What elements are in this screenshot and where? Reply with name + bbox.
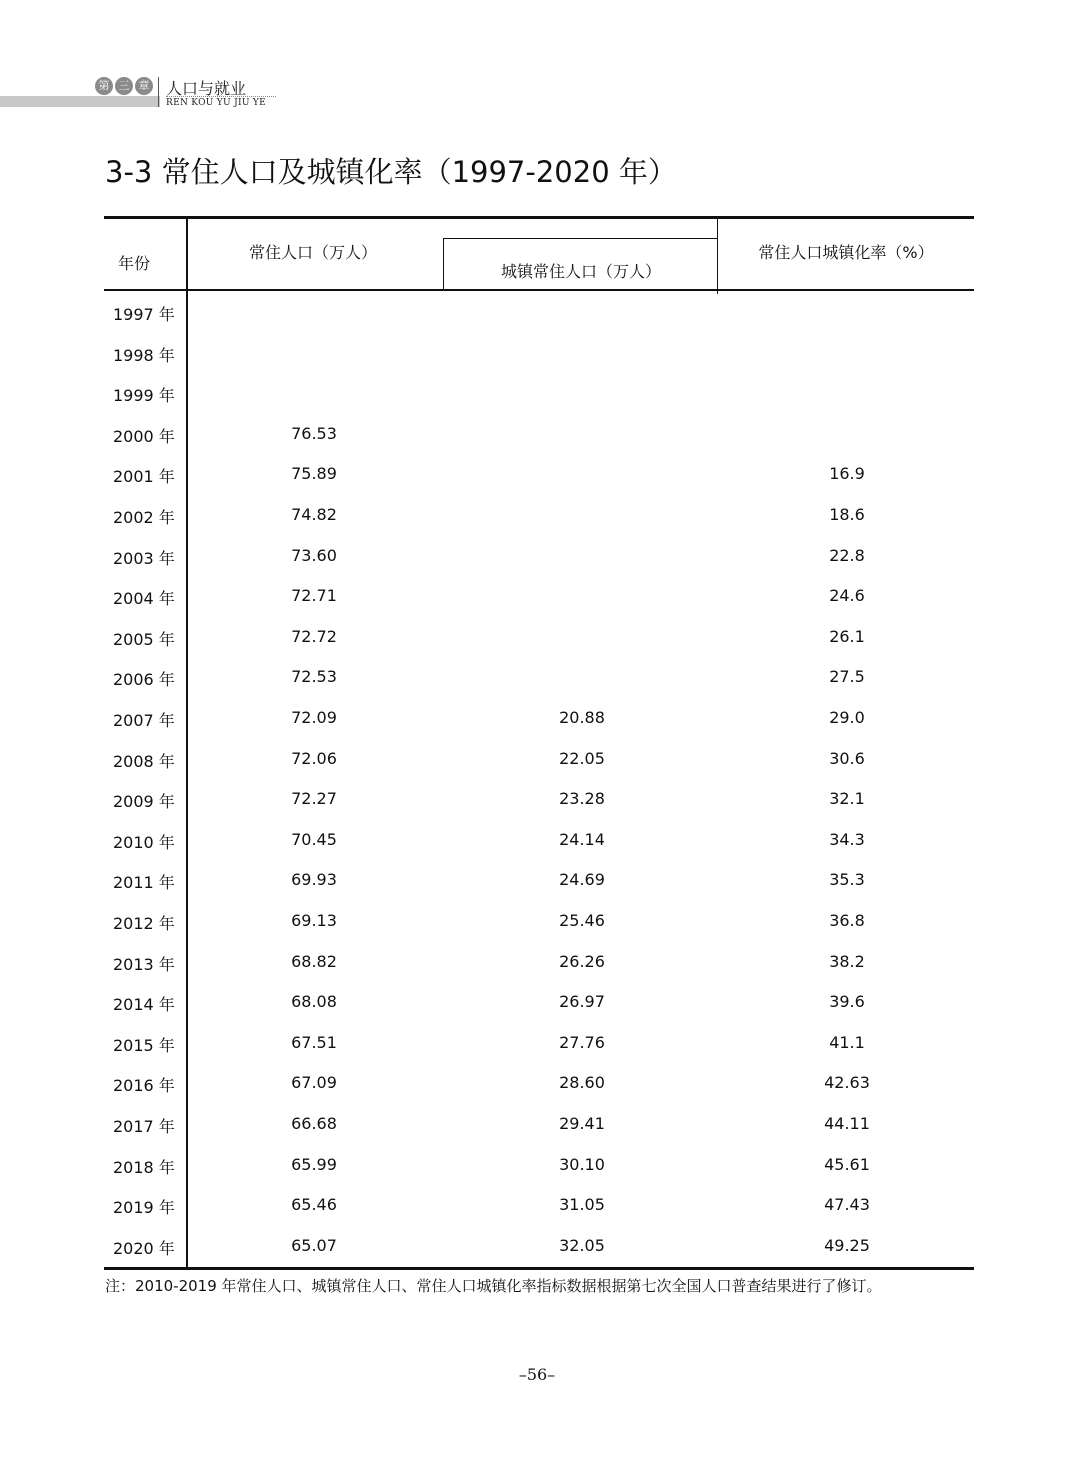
- population-cell: 68.82: [291, 952, 337, 971]
- table-bottom-rule: [104, 1267, 974, 1270]
- col-header-population: 常住人口（万人）: [248, 243, 378, 262]
- urban-population-cell: 31.05: [559, 1195, 605, 1214]
- year-cell: 2019 年: [113, 1198, 175, 1217]
- header-divider: [158, 77, 159, 107]
- year-cell: 2005 年: [113, 630, 175, 649]
- population-cell: 67.51: [291, 1033, 337, 1052]
- urban-population-cell: 28.60: [559, 1073, 605, 1092]
- population-cell: 72.71: [291, 586, 337, 605]
- header-band: [0, 96, 160, 107]
- population-cell: 72.53: [291, 667, 337, 686]
- population-cell: 75.89: [291, 464, 337, 483]
- year-cell: 2008 年: [113, 752, 175, 771]
- urbanization-rate-cell: 18.6: [829, 505, 865, 524]
- population-cell: 74.82: [291, 505, 337, 524]
- year-cell: 2012 年: [113, 914, 175, 933]
- urbanization-rate-cell: 35.3: [829, 870, 865, 889]
- urban-population-cell: 30.10: [559, 1155, 605, 1174]
- year-cell: 1998 年: [113, 346, 175, 365]
- page-number: –56–: [518, 1365, 556, 1384]
- population-cell: 66.68: [291, 1114, 337, 1133]
- urbanization-rate-cell: 30.6: [829, 749, 865, 768]
- population-cell: 72.27: [291, 789, 337, 808]
- urban-population-cell: 23.28: [559, 789, 605, 808]
- population-cell: 67.09: [291, 1073, 337, 1092]
- year-cell: 1997 年: [113, 305, 175, 324]
- subheader-left-rule: [443, 238, 444, 290]
- year-cell: 2014 年: [113, 995, 175, 1014]
- population-cell: 72.06: [291, 749, 337, 768]
- urbanization-rate-cell: 42.63: [824, 1073, 870, 1092]
- table-note: 注：2010-2019 年常住人口、城镇常住人口、常住人口城镇化率指标数据根据第七次全国人口普查结果进行了修订。: [105, 1277, 882, 1295]
- year-cell: 2015 年: [113, 1036, 175, 1055]
- chapter-char: 章: [135, 77, 153, 95]
- year-cell: 2018 年: [113, 1158, 175, 1177]
- chapter-subtitle: REN KOU YU JIU YE: [166, 98, 266, 108]
- population-cell: 72.09: [291, 708, 337, 727]
- urbanization-rate-cell: 47.43: [824, 1195, 870, 1214]
- year-cell: 2009 年: [113, 792, 175, 811]
- year-cell: 2011 年: [113, 873, 175, 892]
- urban-population-cell: 24.69: [559, 870, 605, 889]
- year-cell: 2013 年: [113, 955, 175, 974]
- urbanization-rate-cell: 22.8: [829, 546, 865, 565]
- population-cell: 68.08: [291, 992, 337, 1011]
- year-cell: 2000 年: [113, 427, 175, 446]
- year-cell: 2004 年: [113, 589, 175, 608]
- chapter-title: 人口与就业: [166, 79, 247, 98]
- year-cell: 2006 年: [113, 670, 175, 689]
- urbanization-rate-cell: 24.6: [829, 586, 865, 605]
- table-top-rule: [104, 216, 974, 219]
- chapter-badge: [95, 77, 155, 95]
- subheader-top-rule: [443, 238, 718, 239]
- year-cell: 1999 年: [113, 386, 175, 405]
- population-cell: 70.45: [291, 830, 337, 849]
- header-dotted-rule: [166, 96, 276, 97]
- col-header-urban-population: 城镇常住人口（万人）: [500, 262, 662, 281]
- population-cell: 72.72: [291, 627, 337, 646]
- urbanization-rate-cell: 36.8: [829, 911, 865, 930]
- year-cell: 2002 年: [113, 508, 175, 527]
- year-cell: 2007 年: [113, 711, 175, 730]
- urbanization-rate-cell: 44.11: [824, 1114, 870, 1133]
- urban-population-cell: 29.41: [559, 1114, 605, 1133]
- urban-population-cell: 26.97: [559, 992, 605, 1011]
- urban-population-cell: 20.88: [559, 708, 605, 727]
- chapter-char: 第: [95, 77, 113, 95]
- urbanization-rate-cell: 34.3: [829, 830, 865, 849]
- population-cell: 76.53: [291, 424, 337, 443]
- year-cell: 2020 年: [113, 1239, 175, 1258]
- chapter-char: 三: [115, 77, 133, 95]
- urban-population-cell: 27.76: [559, 1033, 605, 1052]
- table-title: 3-3 常住人口及城镇化率（1997-2020 年）: [105, 155, 677, 189]
- year-column-divider: [186, 219, 188, 1267]
- population-cell: 65.46: [291, 1195, 337, 1214]
- urbanization-rate-cell: 41.1: [829, 1033, 865, 1052]
- year-cell: 2003 年: [113, 549, 175, 568]
- urbanization-rate-cell: 32.1: [829, 789, 865, 808]
- population-cell: 69.13: [291, 911, 337, 930]
- year-cell: 2016 年: [113, 1076, 175, 1095]
- urbanization-rate-cell: 49.25: [824, 1236, 870, 1255]
- col-header-urbanization-rate: 常住人口城镇化率（%）: [758, 243, 934, 262]
- urbanization-rate-cell: 45.61: [824, 1155, 870, 1174]
- population-cell: 69.93: [291, 870, 337, 889]
- urbanization-rate-cell: 39.6: [829, 992, 865, 1011]
- urban-population-cell: 26.26: [559, 952, 605, 971]
- urban-population-cell: 32.05: [559, 1236, 605, 1255]
- population-cell: 65.99: [291, 1155, 337, 1174]
- header-bottom-rule: [104, 289, 974, 291]
- urban-population-cell: 24.14: [559, 830, 605, 849]
- urban-population-cell: 25.46: [559, 911, 605, 930]
- urban-population-cell: 22.05: [559, 749, 605, 768]
- year-cell: 2001 年: [113, 467, 175, 486]
- urbanization-rate-cell: 38.2: [829, 952, 865, 971]
- urbanization-rate-cell: 29.0: [829, 708, 865, 727]
- col-header-year: 年份: [118, 254, 151, 273]
- urbanization-rate-cell: 26.1: [829, 627, 865, 646]
- year-cell: 2017 年: [113, 1117, 175, 1136]
- subheader-right-rule: [717, 219, 718, 294]
- year-cell: 2010 年: [113, 833, 175, 852]
- urbanization-rate-cell: 27.5: [829, 667, 865, 686]
- urbanization-rate-cell: 16.9: [829, 464, 865, 483]
- population-cell: 65.07: [291, 1236, 337, 1255]
- population-cell: 73.60: [291, 546, 337, 565]
